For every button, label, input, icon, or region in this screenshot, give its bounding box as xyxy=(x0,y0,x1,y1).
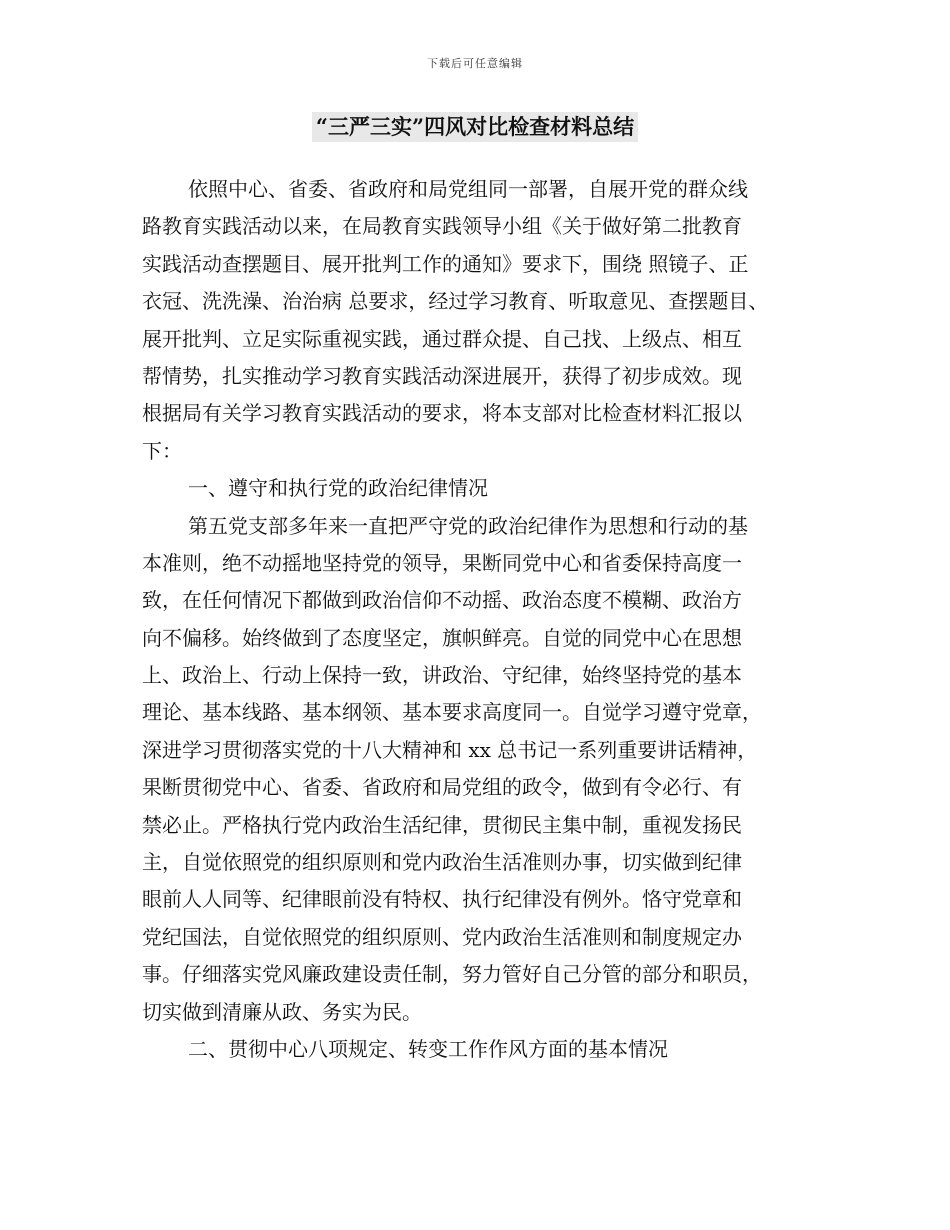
body-line: 帮情势，扎实推动学习教育实践活动深进展开，获得了初步成效。现 xyxy=(142,363,742,388)
body-line: 衣冠、洗洗澡、治治病 总要求，经过学习教育、听取意见、查摆题目、 xyxy=(142,289,769,314)
body-line: 路教育实践活动以来，在局教育实践领导小组《关于做好第二批教育 xyxy=(142,214,742,239)
body-line: 下： xyxy=(142,438,182,463)
body-line: 实践活动查摆题目、展开批判工作的通知》要求下，围绕 照镜子、正 xyxy=(142,251,749,276)
section-heading: 一、遵守和执行党的政治纪律情况 xyxy=(188,476,488,501)
body-line: 主，自觉依照党的组织原则和党内政治生活准则办事，切实做到纪律 xyxy=(142,850,742,875)
body-line: 本准则，绝不动摇地坚持党的领导，果断同党中心和省委保持高度一 xyxy=(142,550,742,575)
body-line: 展开批判、立足实际重视实践，通过群众提、自己找、上级点、相互 xyxy=(142,326,742,351)
body-line: 果断贯彻党中心、省委、省政府和局党组的政令，做到有令必行、有 xyxy=(142,775,742,800)
body-line: 切实做到清廉从政、务实为民。 xyxy=(142,999,422,1024)
body-line: 党纪国法，自觉依照党的组织原则、党内政治生活准则和制度规定办 xyxy=(142,924,742,949)
body-line: 根据局有关学习教育实践活动的要求，将本支部对比检查材料汇报以 xyxy=(142,401,742,426)
body-line: 依照中心、省委、省政府和局党组同一部署，自展开党的群众线 xyxy=(188,177,748,201)
body-line: 深进学习贯彻落实党的十八大精神和 xx 总书记一系列重要讲话精神， xyxy=(142,737,758,762)
body-line: 上、政治上、行动上保持一致，讲政治、守纪律，始终坚持党的基本 xyxy=(142,663,742,688)
document-body xyxy=(142,171,822,1068)
body-line: 禁必止。严格执行党内政治生活纪律，贯彻民主集中制，重视发扬民 xyxy=(142,812,742,837)
body-line: 眼前人人同等、纪律眼前没有特权、执行纪律没有例外。恪守党章和 xyxy=(142,887,742,912)
body-line: 事。仔细落实党风廉政建设责任制，努力管好自己分管的部分和职员， xyxy=(142,962,762,987)
document-title-wrap xyxy=(0,112,950,142)
section-heading: 二、贯彻中心八项规定、转变工作作风方面的基本情况 xyxy=(188,1036,668,1061)
header-note: 下载后可任意编辑 xyxy=(427,57,523,70)
body-line: 理论、基本线路、基本纲领、基本要求高度同一。自觉学习遵守党章， xyxy=(142,700,762,725)
document-title: “三严三实”四风对比检查材料总结 xyxy=(312,112,638,142)
body-line: 致，在任何情况下都做到政治信仰不动摇、政治态度不模糊、政治方 xyxy=(142,588,742,613)
body-line: 向不偏移。始终做到了态度坚定，旗帜鲜亮。自觉的同党中心在思想 xyxy=(142,625,742,650)
body-line: 第五党支部多年来一直把严守党的政治纪律作为思想和行动的基 xyxy=(188,513,748,538)
